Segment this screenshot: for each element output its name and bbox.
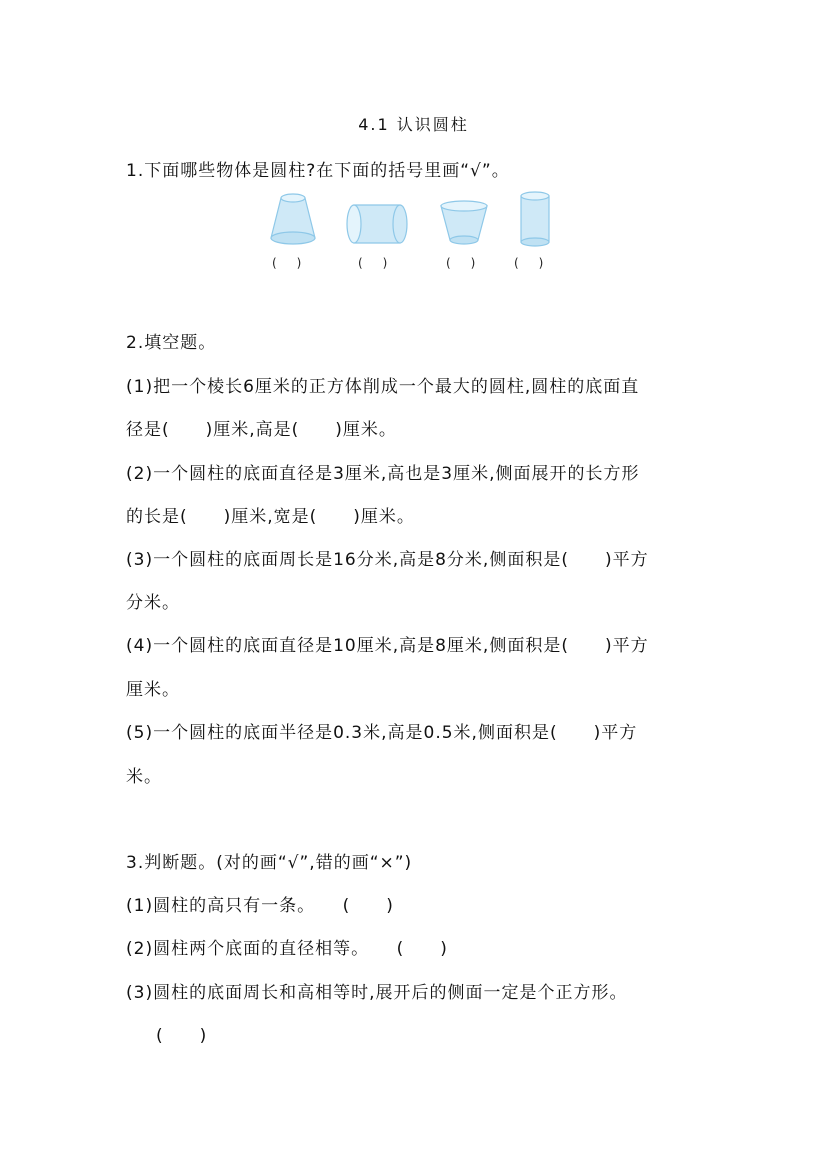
horizontal-cylinder-icon [344,202,410,246]
q1-answer-paren-3[interactable]: ( ) [446,256,480,270]
q3-answer-paren[interactable]: ( ) [156,1026,208,1046]
q3-item: (3)圆柱的底面周长和高相等时,展开后的侧面一定是个正方形。 [126,983,628,1003]
q3-item: (1)圆柱的高只有一条。 ( ) [126,896,394,916]
q2-line: 的长是( )厘米,宽是( )厘米。 [126,507,415,527]
q1-answer-paren-2[interactable]: ( ) [358,256,392,270]
q1-answer-paren-4[interactable]: ( ) [514,256,548,270]
q2-line: (5)一个圆柱的底面半径是0.3米,高是0.5米,侧面积是( )平方 [126,723,638,743]
vertical-cylinder-icon [518,190,552,250]
cup-cone-icon [438,198,490,248]
q2-line: (2)一个圆柱的底面直径是3厘米,高也是3厘米,侧面展开的长方形 [126,464,640,484]
q2-line: 分米。 [126,593,180,613]
q2-line: 径是( )厘米,高是( )厘米。 [126,420,397,440]
truncated-cone-icon [268,190,318,248]
q1-answer-paren-1[interactable]: ( ) [272,256,306,270]
q2-line: 米。 [126,767,162,787]
q2-line: (4)一个圆柱的底面直径是10厘米,高是8厘米,侧面积是( )平方 [126,636,649,656]
q3-heading: 3.判断题。(对的画“√”,错的画“×”) [126,853,413,873]
q2-line: 厘米。 [126,680,180,700]
q3-item: (2)圆柱两个底面的直径相等。 ( ) [126,939,448,959]
q1-figures [260,190,570,250]
q2-line: (3)一个圆柱的底面周长是16分米,高是8分米,侧面积是( )平方 [126,550,649,570]
page-title: 4.1 认识圆柱 [358,115,469,134]
q2-heading: 2.填空题。 [126,333,217,353]
q2-line: (1)把一个棱长6厘米的正方体削成一个最大的圆柱,圆柱的底面直 [126,377,640,397]
q1-heading: 1.下面哪些物体是圆柱?在下面的括号里画“√”。 [126,161,510,181]
